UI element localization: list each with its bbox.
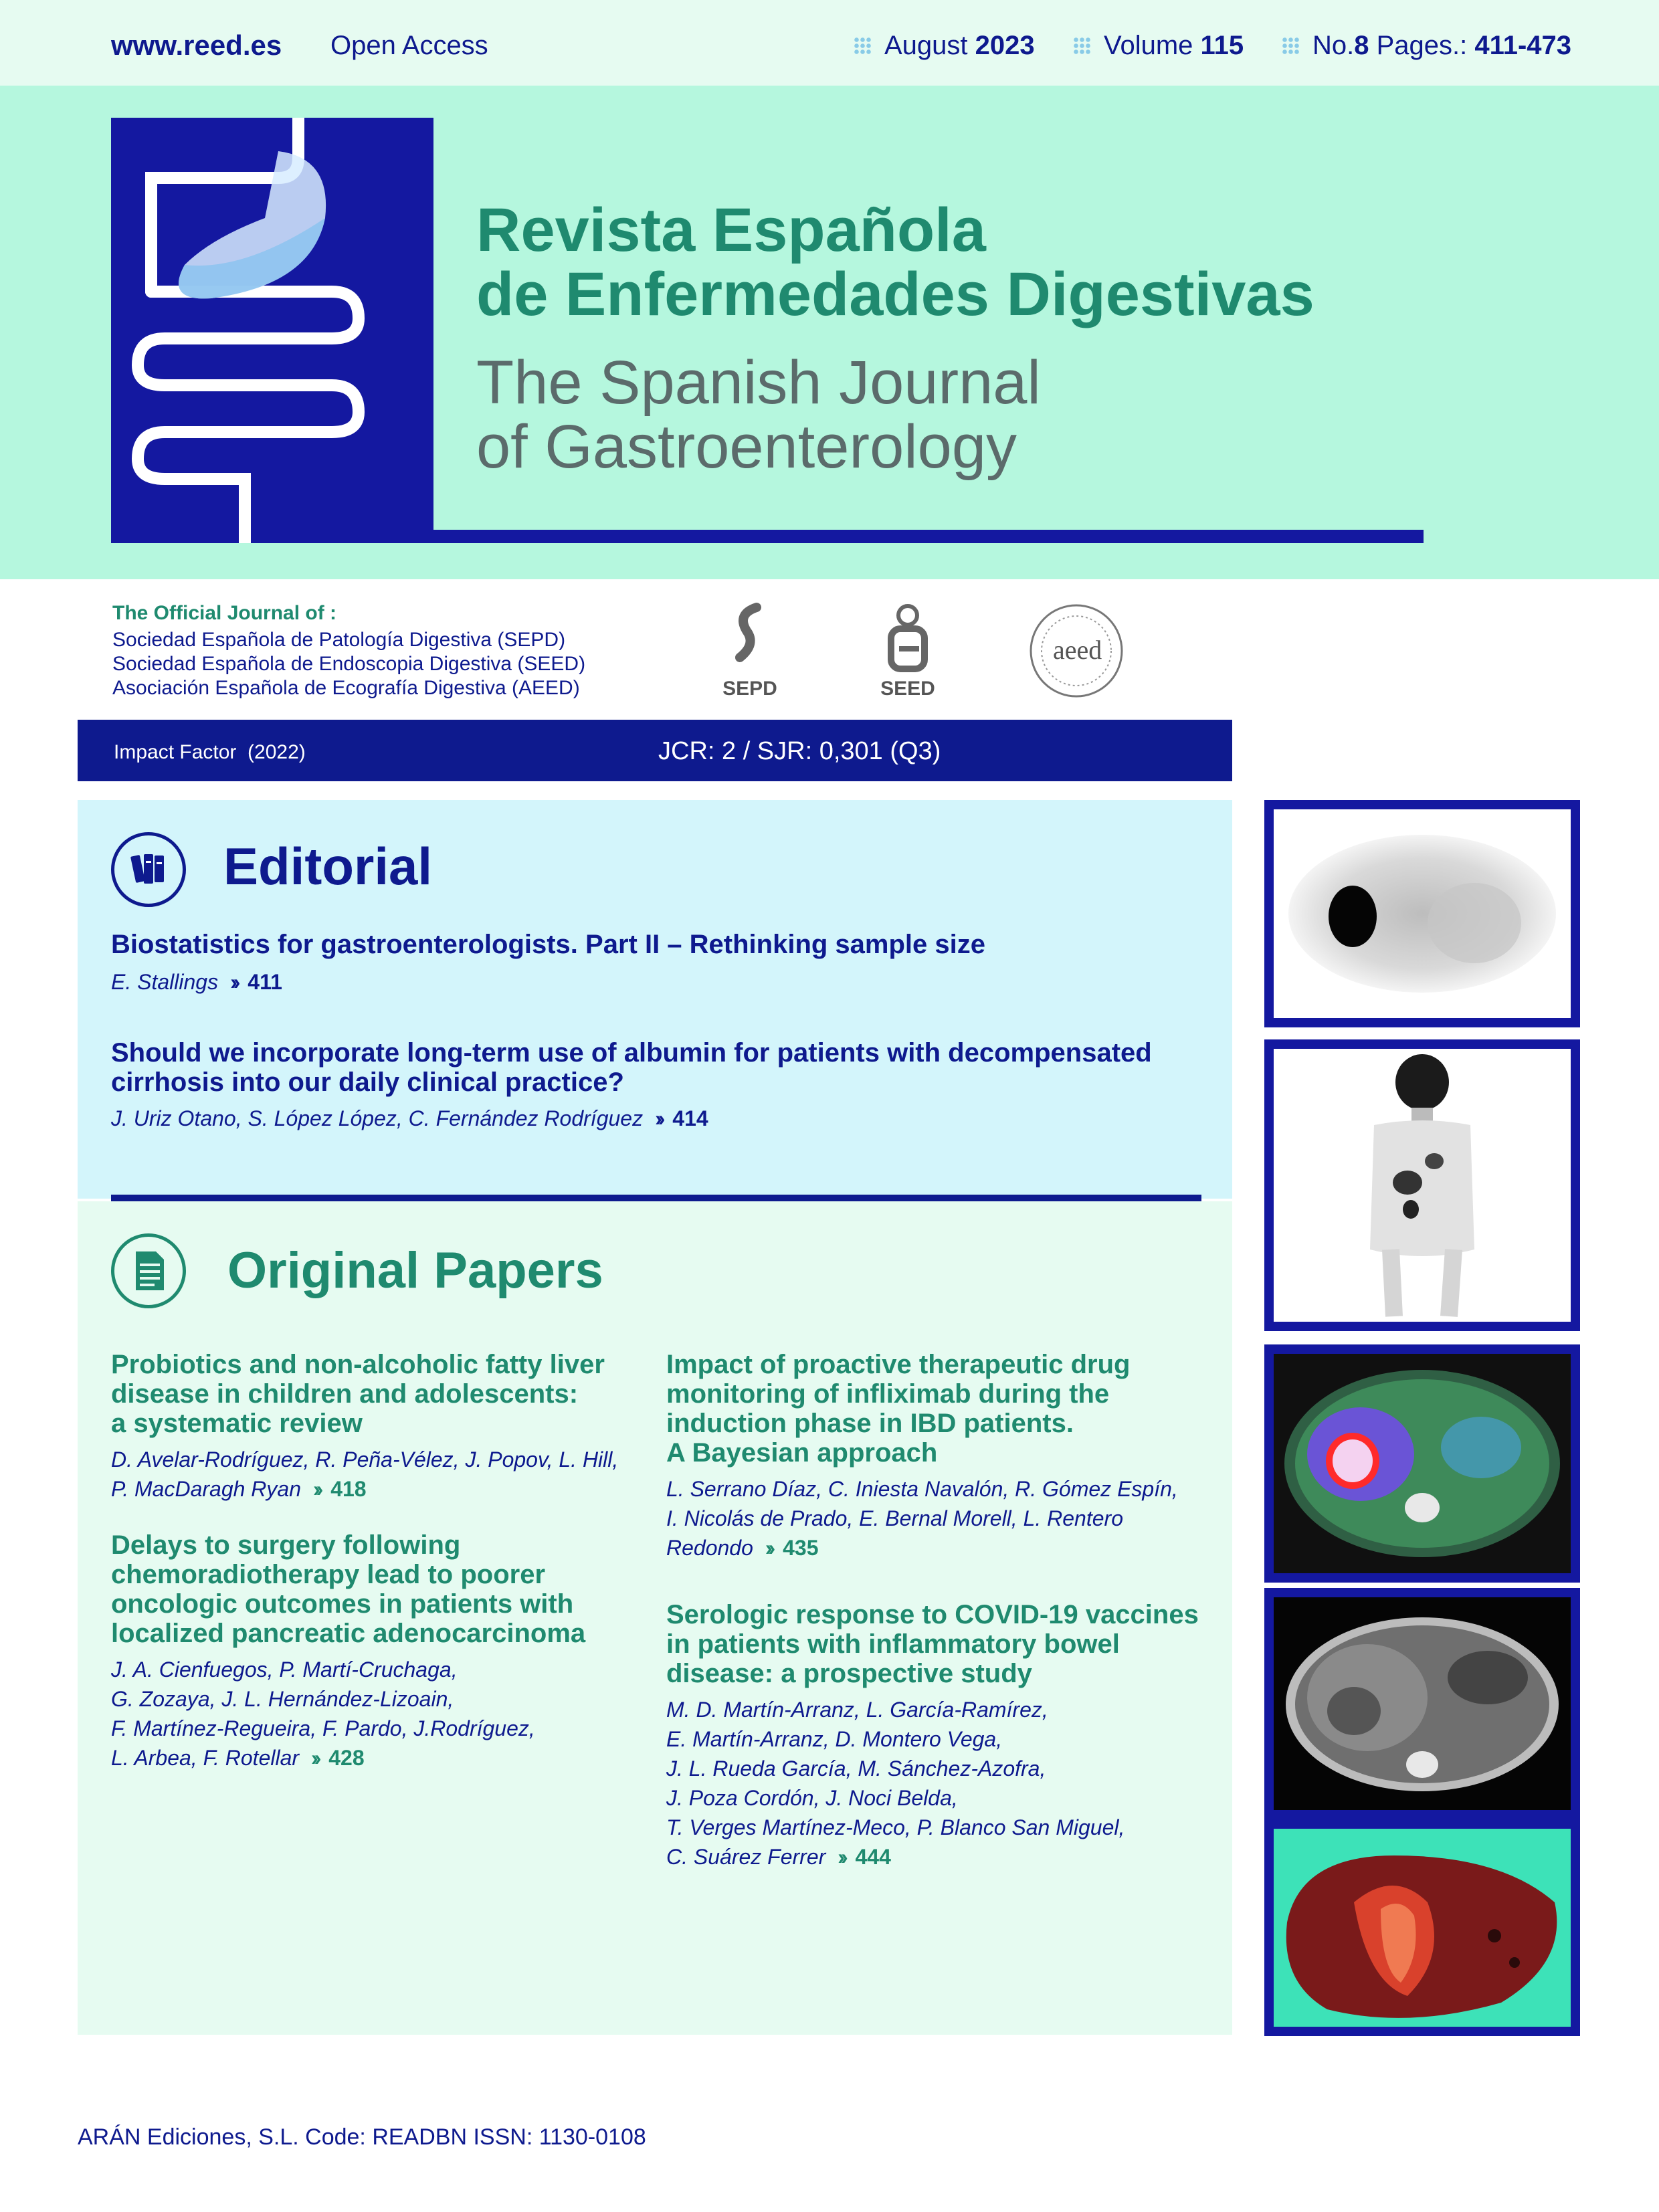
official-journal-heading: The Official Journal of :	[112, 602, 337, 624]
seed-logo-icon	[858, 601, 958, 674]
editorial-article-title[interactable]: Should we incorporate long-term use of albumin for patients with decompensated cirrhosis into our daily clinical practice?	[111, 1038, 1152, 1097]
sepd-logo	[700, 601, 800, 701]
editorial-heading: Editorial	[223, 837, 433, 896]
ct-scan-axial-image	[1264, 1588, 1580, 1819]
issue-date: August 2023	[854, 31, 1035, 61]
aeed-logo-text: aeed	[1053, 635, 1102, 665]
open-access-label: Open Access	[330, 31, 488, 60]
page-link[interactable]: ›› 418	[313, 1477, 367, 1501]
masthead-rule	[433, 530, 1424, 543]
issue-number-pages: No.8 Pages.: 411-473	[1282, 31, 1571, 61]
paper-title[interactable]: Serologic response to COVID-19 vaccines in patients with inflammatory bowel disease: a prospective study	[666, 1600, 1199, 1688]
seed-logo	[858, 601, 958, 701]
double-chevron-icon: ››	[230, 970, 239, 994]
double-chevron-icon: ››	[311, 1746, 320, 1770]
dots-icon	[1282, 37, 1300, 56]
sepd-logo-icon	[700, 601, 800, 674]
page-link[interactable]: ›› 428	[311, 1746, 365, 1770]
page-link[interactable]: ›› 435	[765, 1536, 819, 1560]
sepd-logo-text: SEPD	[722, 678, 777, 700]
page-link[interactable]: ›› 414	[655, 1106, 708, 1130]
double-chevron-icon: ››	[313, 1477, 322, 1501]
double-chevron-icon: ››	[655, 1106, 664, 1130]
journal-title-es: Revista Española	[476, 196, 986, 264]
editorial-article-authors: E. Stallings ›› 411	[111, 970, 282, 994]
page-link[interactable]: ›› 411	[230, 970, 282, 994]
pet-whole-body-image	[1264, 1039, 1580, 1331]
publisher-footer: ARÁN Ediciones, S.L. Code: READBN ISSN: 1130-0108	[78, 2124, 646, 2150]
aeed-logo	[1026, 601, 1127, 701]
seed-logo-text: SEED	[880, 678, 935, 700]
paper-authors: L. Serrano Díaz, C. Iniesta Navalón, R. Gómez Espín, I. Nicolás de Prado, E. Bernal Morell, L. Rentero Redondo ›› 435	[666, 1477, 1178, 1560]
double-chevron-icon: ››	[765, 1536, 774, 1560]
paper-authors: J. A. Cienfuegos, P. Martí-Cruchaga, G. Zozaya, J. L. Hernández-Lizoain, F. Martínez-Regueira, F. Pardo, J.Rodríguez, L. Arbea, F. Rotellar ›› 428	[111, 1657, 535, 1770]
paper-authors: D. Avelar-Rodríguez, R. Peña-Vélez, J. Popov, L. Hill, P. MacDaragh Ryan ›› 418	[111, 1447, 619, 1501]
site-link[interactable]: www.reed.es	[111, 29, 282, 61]
journal-title-en: The Spanish Journal	[476, 348, 1041, 417]
issue-volume: Volume 115	[1073, 31, 1244, 61]
impact-factor-value: JCR: 2 / SJR: 0,301 (Q3)	[658, 737, 941, 765]
paper-title[interactable]: Delays to surgery following chemoradiotherapy lead to poorer oncologic outcomes in patients with localized pancreatic adenocarcinoma	[111, 1530, 586, 1648]
section-divider	[111, 1195, 1201, 1201]
liver-specimen-image	[1264, 1819, 1580, 2036]
journal-title-en: of Gastroenterology	[476, 413, 1017, 481]
journal-logo	[111, 118, 433, 543]
page-link[interactable]: ›› 444	[838, 1845, 891, 1869]
original-papers-heading: Original Papers	[227, 1242, 603, 1299]
society-name: Sociedad Española de Endoscopia Digestiva (SEED)	[112, 653, 586, 675]
dots-icon	[1073, 37, 1092, 56]
editorial-article-authors: J. Uriz Otano, S. López López, C. Fernández Rodríguez ›› 414	[111, 1106, 708, 1130]
paper-title[interactable]: Probiotics and non-alcoholic fatty liver disease in children and adolescents: a systematic review	[111, 1350, 605, 1438]
society-name: Sociedad Española de Patología Digestiva (SEPD)	[112, 629, 566, 651]
paper-title[interactable]: Impact of proactive therapeutic drug monitoring of infliximab during the induction phase in IBD patients. A Bayesian approach	[666, 1350, 1131, 1468]
pet-scan-axial-image	[1264, 800, 1580, 1027]
double-chevron-icon: ››	[838, 1845, 846, 1869]
dots-icon	[854, 37, 872, 56]
impact-factor-label: Impact Factor (2022)	[114, 741, 306, 763]
society-name: Asociación Española de Ecografía Digestiva (AEED)	[112, 677, 580, 699]
books-icon	[111, 832, 186, 907]
digestive-tract-icon	[111, 118, 433, 543]
document-icon	[111, 1233, 186, 1308]
editorial-article-title[interactable]: Biostatistics for gastroenterologists. Part II – Rethinking sample size	[111, 930, 985, 959]
journal-title-es: de Enfermedades Digestivas	[476, 260, 1314, 328]
pet-ct-fusion-image	[1264, 1344, 1580, 1583]
paper-authors: M. D. Martín-Arranz, L. García-Ramírez, E. Martín-Arranz, D. Montero Vega, J. L. Rueda García, M. Sánchez-Azofra, J. Poza Cordón, J. Noci Belda, T. Verges Martínez-Meco, P. Blanco San Miguel, C. Suárez Ferrer ›› 444	[666, 1698, 1125, 1869]
